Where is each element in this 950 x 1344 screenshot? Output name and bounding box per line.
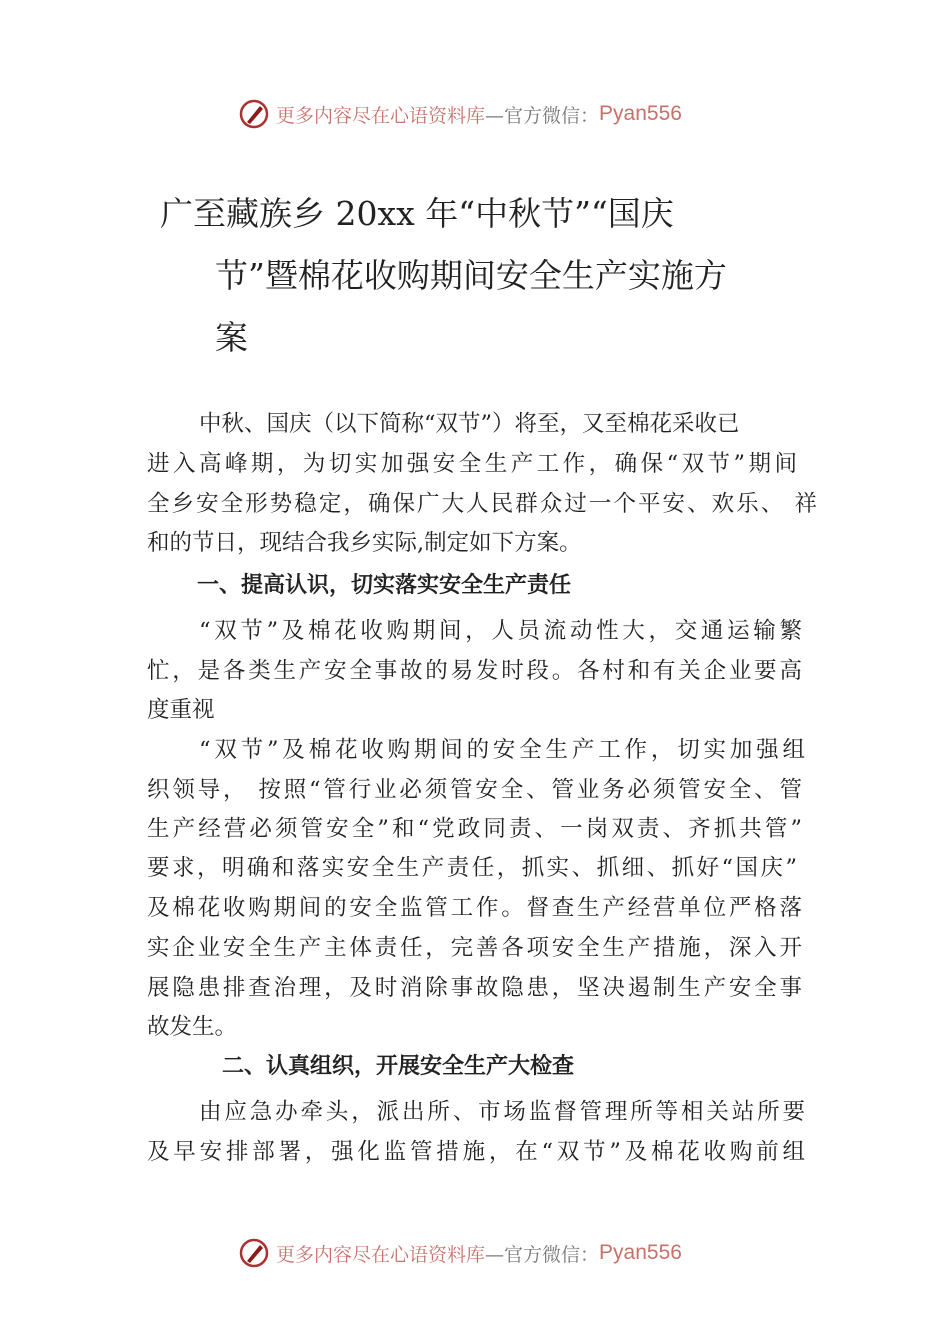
paragraph-line: 及早安排部署，强化监管措施，在“双节”及棉花收购前组 [147,1139,805,1165]
section-heading: 一、提高认识，切实落实安全生产责任 [197,573,572,598]
paragraph-line: “双节”及棉花收购期间，人员流动性大，交通运输繁 [199,618,802,644]
watermark-site: 更多内容尽在心语资料库 [276,1243,486,1266]
paragraph-line: 忙，是各类生产安全事故的易发时段。各村和有关企业要高 [147,658,802,684]
paragraph-line: 实企业安全生产主体责任，完善各项安全生产措施，深入开 [147,935,802,961]
paragraph-line: 展隐患排查治理，及时消除事故隐患，坚决遏制生产安全事 [147,975,802,1001]
section-heading: 二、认真组织，开展安全生产大检查 [222,1054,575,1079]
watermark-sep: —官方微信： [485,104,600,127]
header-watermark [238,96,682,132]
watermark-id: Pyan556 [599,102,682,125]
paragraph-line: 中秋、国庆（以下简称“双节”）将至，又至棉花采收已 [199,411,740,437]
watermark-sep: —官方微信： [485,1243,600,1266]
paragraph-line: 由应急办牵头，派出所、市场监督管理所等相关站所要 [199,1099,805,1125]
paragraph-line: 和的节日，现结合我乡实际,制定如下方案。 [147,530,582,556]
paragraph-line: 要求，明确和落实安全生产责任，抓实、抓细、抓好“国庆” [147,855,797,881]
paragraph-line: 及棉花收购期间的安全监管工作。督查生产经营单位严格落 [147,895,802,921]
paragraph-line: 织领导， 按照“管行业必须管安全、管业务必须管安全、管 [147,777,802,803]
document-title-line: 节”暨棉花收购期间安全生产实施方 [215,256,727,295]
footer-watermark [238,1235,682,1271]
document-title-line: 广至藏族乡 20xx 年“中秋节”“国庆 [160,194,674,233]
paragraph-line: 进入高峰期，为切实加强安全生产工作，确保“双节”期间 [147,451,797,477]
watermark-id: Pyan556 [599,1241,682,1264]
paragraph-line: 故发生。 [147,1014,238,1040]
paragraph-line: “双节”及棉花收购期间的安全生产工作，切实加强组 [199,737,805,763]
document-title-line: 案 [215,318,248,357]
pen-logo-icon [238,98,270,130]
pen-logo-icon [238,1237,270,1269]
paragraph-line: 全乡安全形势稳定，确保广大人民群众过一个平安、欢乐、 祥 [147,491,817,517]
paragraph-line: 生产经营必须管安全”和“党政同责、一岗双责、齐抓共管” [147,816,802,842]
watermark-site: 更多内容尽在心语资料库 [276,104,486,127]
paragraph-line: 度重视 [147,697,215,723]
